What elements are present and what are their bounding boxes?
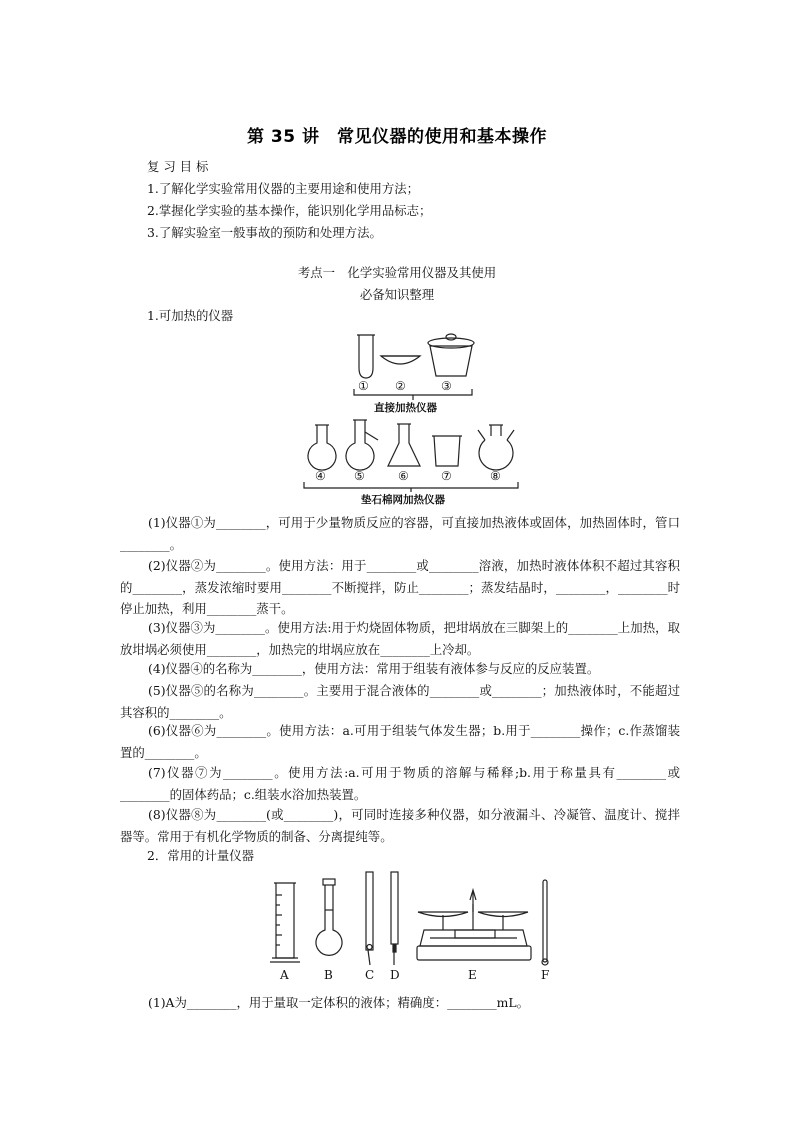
part2-heading: 2．常用的计量仪器 <box>147 848 255 863</box>
paragraph-4: (4)仪器④的名称为________，使用方法：常用于组装有液体参与反应的反应装置。 <box>148 661 600 676</box>
paragraph-part2-1: (1)A为________，用于量取一定体积的液体；精确度：________mL。 <box>148 995 530 1010</box>
objective-item: 3.了解实验室一般事故的预防和处理方法。 <box>147 225 382 240</box>
label-3: ③ <box>441 379 452 393</box>
page-title: 第 35 讲 常见仪器的使用和基本操作 <box>247 127 547 147</box>
paragraph-1: (1)仪器①为________，可用于少量物质反应的容器，可直接加热液体或固体，加热固体时，管口________。 <box>120 515 680 552</box>
label-c: C <box>365 968 375 982</box>
label-7: ⑦ <box>441 469 452 483</box>
section-kaodian: 考点一 化学实验常用仪器及其使用 <box>297 265 497 280</box>
paragraph-8: (8)仪器⑧为________(或________)，可同时连接多种仪器，如分液漏斗、冷凝管、温度计、搅拌器等。常用于有机化学物质的制备、分离提纯等。 <box>120 807 680 844</box>
paragraph-2: (2)仪器②为________。使用方法：用于________或________溶液，加热时液体体积不超过其容积的________，蒸发浓缩时要用________不断搅拌，防止________；蒸发结晶时，________，________时停止加热，利用________蒸干。 <box>120 558 680 617</box>
paragraph-5: (5)仪器⑤的名称为________。主要用于混合液体的________或________；加热液体时，不能超过其容积的________。 <box>120 683 680 720</box>
thermometer-icon <box>542 880 548 965</box>
label-8: ⑧ <box>490 469 501 483</box>
acid-burette-icon <box>366 872 373 965</box>
caption-direct-heating: 直接加热仪器 <box>374 402 437 414</box>
label-5: ⑤ <box>354 469 365 483</box>
caption-asbestos-net-heating: 垫石棉网加热仪器 <box>361 494 445 506</box>
label-1: ① <box>358 379 369 393</box>
objectives-heading: 复 习 目 标 <box>147 159 209 174</box>
base-burette-icon <box>391 872 398 965</box>
label-f: F <box>541 968 550 982</box>
label-e: E <box>468 968 477 982</box>
label-6: ⑥ <box>398 469 409 483</box>
section-subtitle: 必备知识整理 <box>359 287 435 302</box>
objective-item: 2.掌握化学实验的基本操作，能识别化学用品标志； <box>147 203 432 218</box>
graduated-cylinder-icon <box>270 883 300 962</box>
label-a: A <box>280 968 289 982</box>
label-d: D <box>390 968 400 982</box>
paragraph-6: (6)仪器⑥为________。使用方法：a.可用于组装气体发生器；b.用于________操作；c.作蒸馏装置的________。 <box>120 723 680 760</box>
paragraph-7: (7)仪器⑦为________。使用方法:a.可用于物质的溶解与稀释;b.用于称量具有________或________的固体药品；c.组装水浴加热装置。 <box>120 765 680 802</box>
paragraph-3: (3)仪器③为________。使用方法:用于灼烧固体物质，把坩埚放在三脚架上的________上加热，取放坩埚必须使用________，加热完的坩埚应放在________上冷却。 <box>120 620 680 657</box>
part1-heading: 1.可加热的仪器 <box>147 308 234 323</box>
label-4: ④ <box>315 469 326 483</box>
objective-item: 1.了解化学实验常用仪器的主要用途和使用方法； <box>147 181 420 196</box>
volumetric-flask-icon <box>316 879 342 955</box>
label-b: B <box>324 968 333 982</box>
label-2: ② <box>395 379 406 393</box>
tray-balance-icon <box>417 890 531 960</box>
